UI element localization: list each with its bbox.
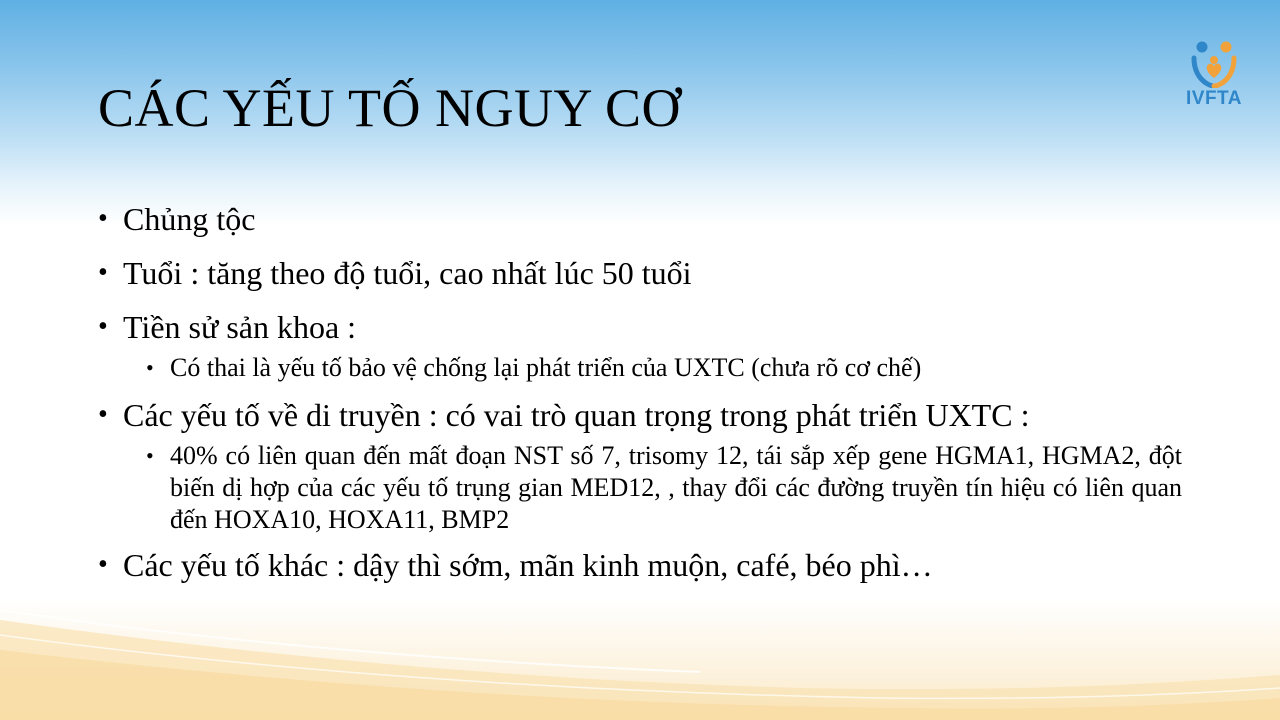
bullet-item: • Các yếu tố khác : dậy thì sớm, mãn kinh muộn, café, béo phì… <box>98 542 1182 588</box>
bullet-list <box>98 196 1182 596</box>
sub-bullet-item: • Có thai là yếu tố bảo vệ chống lại phát triển của UXTC (chưa rõ cơ chế) <box>146 352 1182 384</box>
sub-bullet-item: • 40% có liên quan đến mất đoạn NST số 7, trisomy 12, tái sắp xếp gene HGMA1, HGMA2, đột biến dị hợp của các yếu tố trụng gian MED12, , thay đổi các đường truyền tín hiệu có liên quan đến HOXA10, HOXA11, BMP2 <box>146 440 1182 536</box>
bullet-item: • Các yếu tố về di truyền : có vai trò quan trọng trong phát triển UXTC : <box>98 392 1182 438</box>
bullet-item: • Tiền sử sản khoa : <box>98 304 1182 350</box>
bullet-item: • Chủng tộc <box>98 196 1182 242</box>
bullet-item: • Tuổi : tăng theo độ tuổi, cao nhất lúc 50 tuổi <box>98 250 1182 296</box>
bottom-wave-decoration <box>0 600 1280 720</box>
family-heart-icon <box>1188 38 1240 88</box>
slide-title: CÁC YẾU TỐ NGUY CƠ <box>98 78 682 138</box>
logo <box>1176 38 1252 120</box>
logo-text: IVFTA <box>1186 88 1242 109</box>
